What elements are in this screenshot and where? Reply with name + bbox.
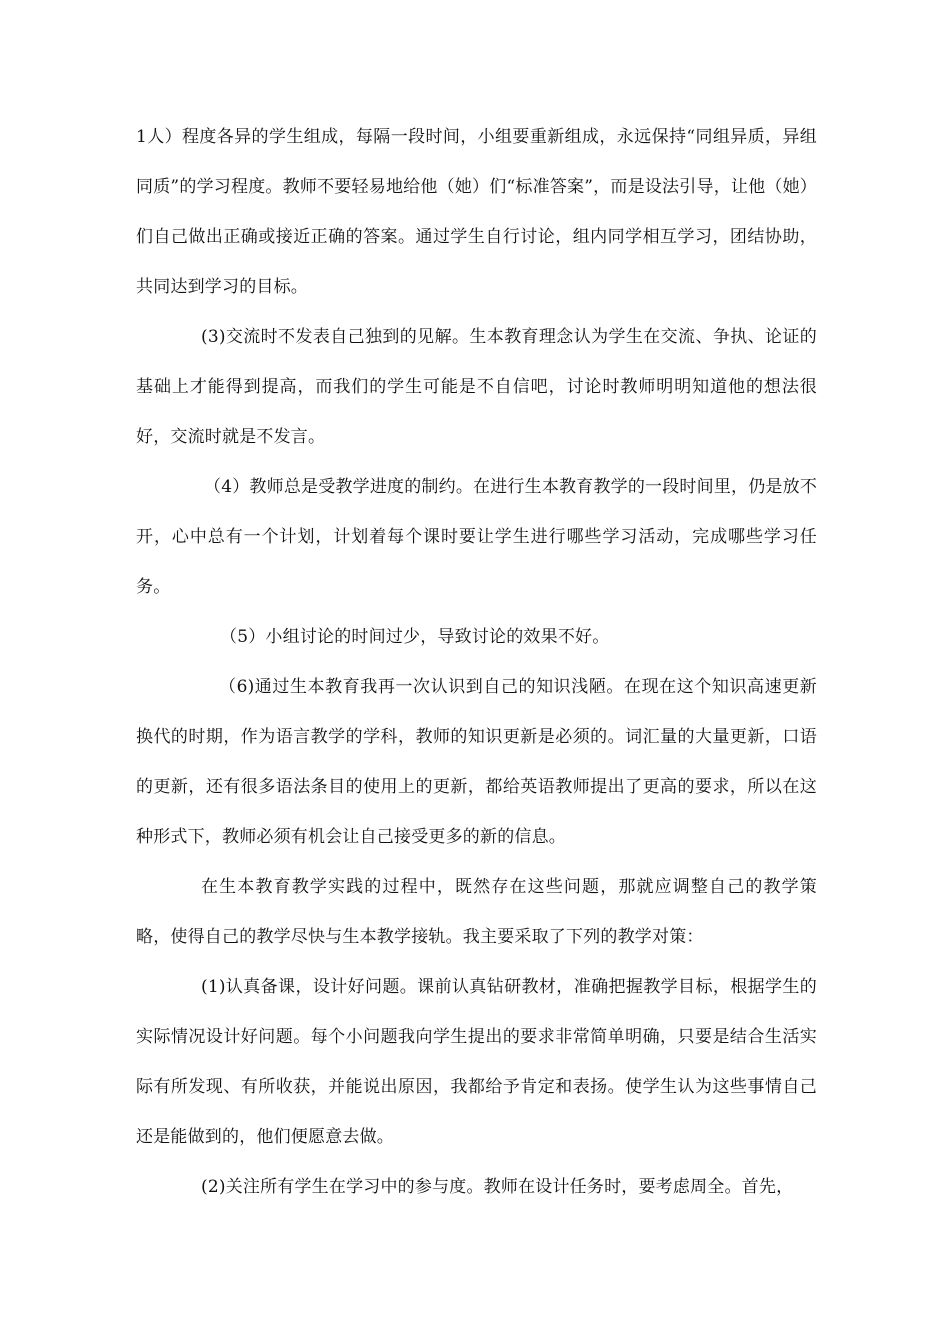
paragraph-item-6: （6)通过生本教育我再一次认识到自己的知识浅陋。在现在这个知识高速更新换代的时期，作为语言教学的学科，教师的知识更新是必须的。词汇量的大量更新，口语的更新，还有很多语法条目的使用上的更新，都给英语教师提出了更高的要求，所以在这种形式下，教师必须有机会让自己接受更多的新的信息。 [136, 677, 817, 847]
paragraph-item-4: （4）教师总是受教学进度的制约。在进行生本教育教学的一段时间里，仍是放不开，心中总有一个计划，计划着每个课时要让学生进行哪些学习活动，完成哪些学习任务。 [136, 477, 818, 597]
paragraph-strategy-1: (1)认真备课，设计好问题。课前认真钻研教材，准确把握教学目标，根据学生的实际情况设计好问题。每个小问题我向学生提出的要求非常简单明确，只要是结合生活实际有所发现、有所收获，并能说出原因，我都给予肯定和表扬。使学生认为这些事情自己还是能做到的，他们便愿意去做。 [136, 977, 817, 1147]
paragraph-group-composition: 1人）程度各异的学生组成，每隔一段时间，小组要重新组成，永远保持“同组异质，异组同质”的学习程度。教师不要轻易地给他（她）们“标准答案”，而是设法引导，让他（她）们自己做出正确或接近正确的答案。通过学生自行讨论，组内同学相互学习，团结协助，共同达到学习的目标。 [136, 127, 817, 297]
paragraph-strategy-intro: 在生本教育教学实践的过程中，既然存在这些问题，那就应调整自己的教学策略，使得自己的教学尽快与生本教学接轨。我主要采取了下列的教学对策： [136, 877, 817, 947]
paragraph-item-5: （5）小组讨论的时间过少，导致讨论的效果不好。 [220, 627, 610, 647]
paragraph-item-3: (3)交流时不发表自己独到的见解。生本教育理念认为学生在交流、争执、论证的基础上才能得到提高，而我们的学生可能是不自信吧，讨论时教师明明知道他的想法很好，交流时就是不发言。 [136, 327, 817, 447]
paragraph-strategy-2: (2)关注所有学生在学习中的参与度。教师在设计任务时，要考虑周全。首先， [201, 1177, 794, 1197]
